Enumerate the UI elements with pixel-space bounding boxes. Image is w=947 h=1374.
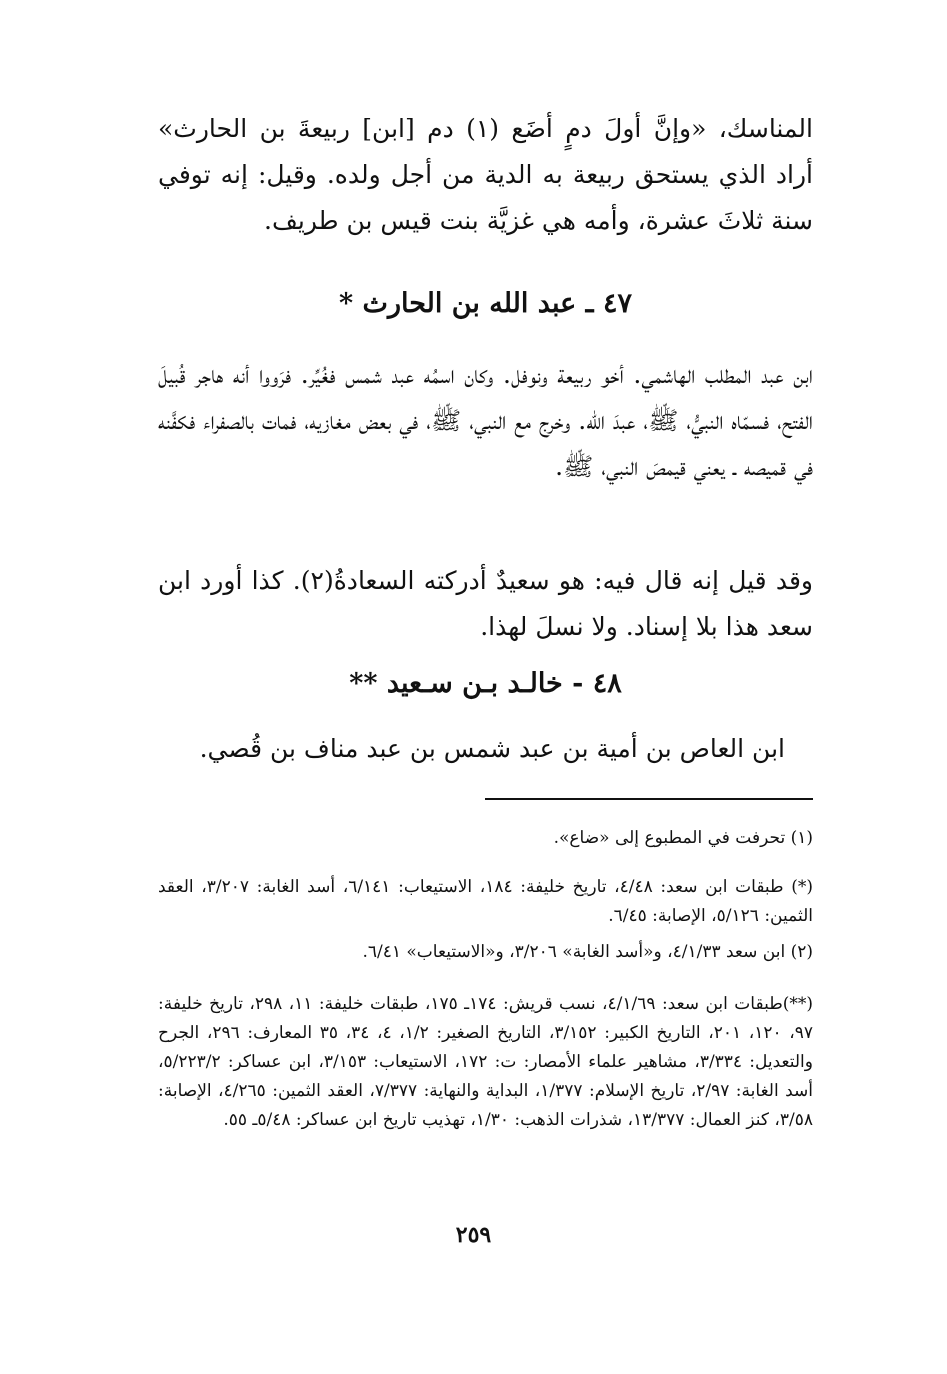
entry-47 (158, 288, 813, 319)
footnote-double-star-text: (**)طبقات ابن سعد: ٤/١/٦٩، نسب قريش: ١٧٤ـ ١٧٥، طبقات خليفة: ١١، ٢٩٨، تاريخ خليفة: ٩٧، ١٢٠، ٢٠١، التاريخ الكبير: ٣/١٥٢، التاريخ الصغير: ١/٢، ٤، ٣٤، ٣٥ المعارف: ٢٩٦، الجرح والتعديل: ٣/٣٣٤، مشاهير علماء الأمصار: ت: ١٧٢، الاستيعاب: ٣/١٥٣، ابن عساكر: ٥/٢٢٣/٢، أسد الغابة: ٢/٩٧، تاريخ الإسلام: ١/٣٧٧، البداية والنهاية: ٧/٣٧٧، العقد الثمين: ٤/٢٦٥، الإصابة: ٣/٥٨، كنز العمال: ١٣/٣٧٧، شذرات الذهب: ١/٣٠، تهذيب تاريخ ابن عساكر: ٥/٤٨ـ ٥٥. (158, 994, 814, 1130)
entry-47-paragraph-1: ابن عبد المطلب الهاشمي. أخو ربيعة ونوفل. وكان اسمُه عبد شمس فغُيِّر. فرَووا أنه هاجر قُبيلَ الفتح، فسمّاه النبيُّ، ﷺ، عبدَ الله. وخرج مع النبي، ﷺ، في بعض مغازيه، فمات بالصفراء فكفَّنه في قميصه ـ يعني قيمصَ النبي، ﷺ. (158, 360, 813, 481)
previous-entry-continuation (158, 106, 813, 244)
entry-47-body (158, 352, 813, 490)
footnote-1-text: (١) تحرفت في المطبوع إلى «ضاع». (553, 828, 813, 848)
entry-47-paragraph-2: وقد قيل إنه قال فيه: هو سعيدٌ أدركته السعادةُ(٢). كذا أورد ابن سعد هذا بلا إسناد. ولا نسلَ لهذا. (158, 566, 814, 641)
footnote-star (158, 873, 813, 931)
entry-48 (158, 668, 813, 699)
entry-47-heading: ٤٧ ـ عبد الله بن الحارث * (339, 288, 632, 319)
entry-47-body-2 (158, 558, 813, 650)
entry-48-paragraph-1: ابن العاص بن أمية بن عبد شمس بن عبد مناف بن قُصي. (199, 734, 785, 763)
footnote-2-text: (٢) ابن سعد ٤/١/٣٣، و«أسد الغابة» ٣/٢٠٦، و«الاستيعاب» ٦/٤١. (362, 942, 813, 962)
entry-48-body (158, 726, 813, 772)
footnote-1 (158, 824, 813, 853)
footnote-separator (485, 798, 813, 800)
previous-entry-text: المناسك، «وإنَّ أولَ دمٍ أضَع (١) دم [ابن] ربيعةَ بن الحارث» أراد الذي يستحق ربيعة به الدية من أجل ولده. وقيل: إنه توفي سنة ثلاثَ عشرة، وأمه هي غزيَّة بنت قيس بن طريف. (158, 114, 813, 235)
footnote-2 (158, 938, 813, 967)
entry-48-heading: ٤٨ - خالـد بـن سـعيد ** (349, 668, 622, 699)
footnote-star-text: (*) طبقات ابن سعد: ٤/٤٨، تاريخ خليفة: ١٨٤، الاستيعاب: ٦/١٤١، أسد الغابة: ٣/٢٠٧، العقد الثمين: ٥/١٢٦، الإصابة: ٦/٤٥. (158, 877, 813, 926)
footnote-double-star (158, 990, 813, 1135)
page-number: ٢٥٩ (455, 1222, 492, 1248)
